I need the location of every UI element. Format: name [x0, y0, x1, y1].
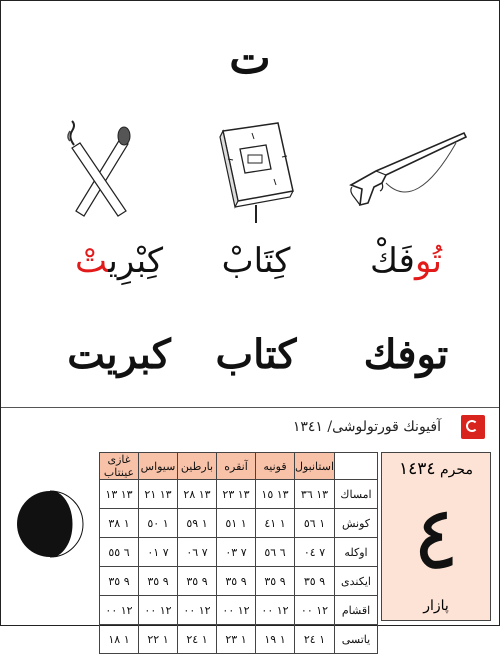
- table-cell: ١ ٥٦: [295, 509, 335, 538]
- table-cell: ١٢ ٠٠: [256, 596, 295, 625]
- table-row: [100, 625, 378, 654]
- row-label: اوكله: [335, 538, 378, 567]
- table-cell: ١ ٢٢: [139, 625, 178, 654]
- table-row: [100, 509, 378, 538]
- column-header: بارطين: [178, 453, 217, 480]
- word-kibrit: كبريت: [67, 331, 171, 378]
- table-cell: ١٢ ٠٠: [178, 596, 217, 625]
- column-header: آنقره: [217, 453, 256, 480]
- table-cell: ٩ ٣٥: [256, 567, 295, 596]
- column-header: استانبول: [295, 453, 335, 480]
- table-row: [100, 480, 378, 509]
- row-label: كونش: [335, 509, 378, 538]
- table-header-row: [100, 453, 378, 480]
- table-cell: ٦ ٥٦: [256, 538, 295, 567]
- column-header: قونيه: [256, 453, 295, 480]
- column-header: سيواس: [139, 453, 178, 480]
- table-cell: ١٣ ٢١: [139, 480, 178, 509]
- table-cell: ١٣ ١٣: [100, 480, 139, 509]
- logo-icon: [461, 415, 485, 439]
- table-cell: ٧ ٠٤: [295, 538, 335, 567]
- word-tufek-highlight: تُو: [414, 241, 442, 281]
- row-label: اقشام: [335, 596, 378, 625]
- table-cell: ١ ٤١: [256, 509, 295, 538]
- row-label: ياتسى: [335, 625, 378, 654]
- word-kitab: كتاب: [215, 331, 297, 378]
- table-cell: ١ ٢٣: [217, 625, 256, 654]
- table-cell: ١ ٥٠: [139, 509, 178, 538]
- book-icon: [208, 119, 303, 229]
- day-number: ٤: [412, 486, 460, 589]
- matches-icon: [56, 119, 146, 219]
- moon-phase-icon: [15, 489, 85, 559]
- month-name: محرم: [440, 462, 473, 478]
- table-cell: ١ ٣٨: [100, 509, 139, 538]
- divider: [1, 407, 499, 408]
- word-tufek: توفك: [363, 331, 449, 378]
- table-cell: ١ ٥١: [217, 509, 256, 538]
- table-cell: ١ ١٩: [256, 625, 295, 654]
- rifle-icon: [346, 123, 471, 218]
- month-year: [382, 459, 490, 479]
- table-cell: ١٣ ٢٣: [217, 480, 256, 509]
- table-cell: ١ ٢٤: [295, 625, 335, 654]
- table-cell: ١٢ ٠٠: [295, 596, 335, 625]
- year: ١٤٣٤: [399, 459, 436, 479]
- table-cell: ١٢ ٠٠: [139, 596, 178, 625]
- word-tufek-part: فَكْ: [370, 241, 415, 281]
- letter-heading: ت: [229, 33, 271, 84]
- table-cell: ١٣ ٣٦: [295, 480, 335, 509]
- column-header: غازى عينتاب: [100, 453, 139, 480]
- table-cell: ٩ ٣٥: [217, 567, 256, 596]
- table-cell: ٧ ٠١: [139, 538, 178, 567]
- table-cell: ١٣ ١٥: [256, 480, 295, 509]
- table-cell: ١٣ ٢٨: [178, 480, 217, 509]
- word-kibrit-vowelled: [49, 241, 189, 281]
- table-cell: ٧ ٠٦: [178, 538, 217, 567]
- word-kibrit-highlight: تْ: [74, 241, 109, 281]
- date-panel: [381, 452, 491, 621]
- table-cell: ٩ ٣٥: [100, 567, 139, 596]
- table-row: [100, 538, 378, 567]
- table-row: [100, 596, 378, 625]
- table-row: [100, 567, 378, 596]
- day-name: پازار: [423, 598, 449, 614]
- table-cell: ١ ٢٤: [178, 625, 217, 654]
- table-corner: [335, 453, 378, 480]
- table-cell: ٩ ٣٥: [139, 567, 178, 596]
- caption: آفيونك قورتولوشى/ ١٣٤١: [292, 419, 441, 435]
- word-kibrit-part: كِبْرِي: [108, 241, 164, 281]
- table-cell: ٧ ٠٣: [217, 538, 256, 567]
- table-cell: ٩ ٣٥: [295, 567, 335, 596]
- table-cell: ٩ ٣٥: [178, 567, 217, 596]
- table-cell: ١ ١٨: [100, 625, 139, 654]
- table-cell: ٦ ٥٥: [100, 538, 139, 567]
- row-label: امساك: [335, 480, 378, 509]
- table-cell: ١٢ ٠٠: [100, 596, 139, 625]
- table-cell: ١ ٥٩: [178, 509, 217, 538]
- prayer-times-table: [99, 452, 378, 654]
- table-cell: ١٢ ٠٠: [217, 596, 256, 625]
- word-tufek-vowelled: [336, 241, 476, 281]
- row-label: ايكندى: [335, 567, 378, 596]
- word-kitab-vowelled: كِتَابْ: [221, 241, 291, 281]
